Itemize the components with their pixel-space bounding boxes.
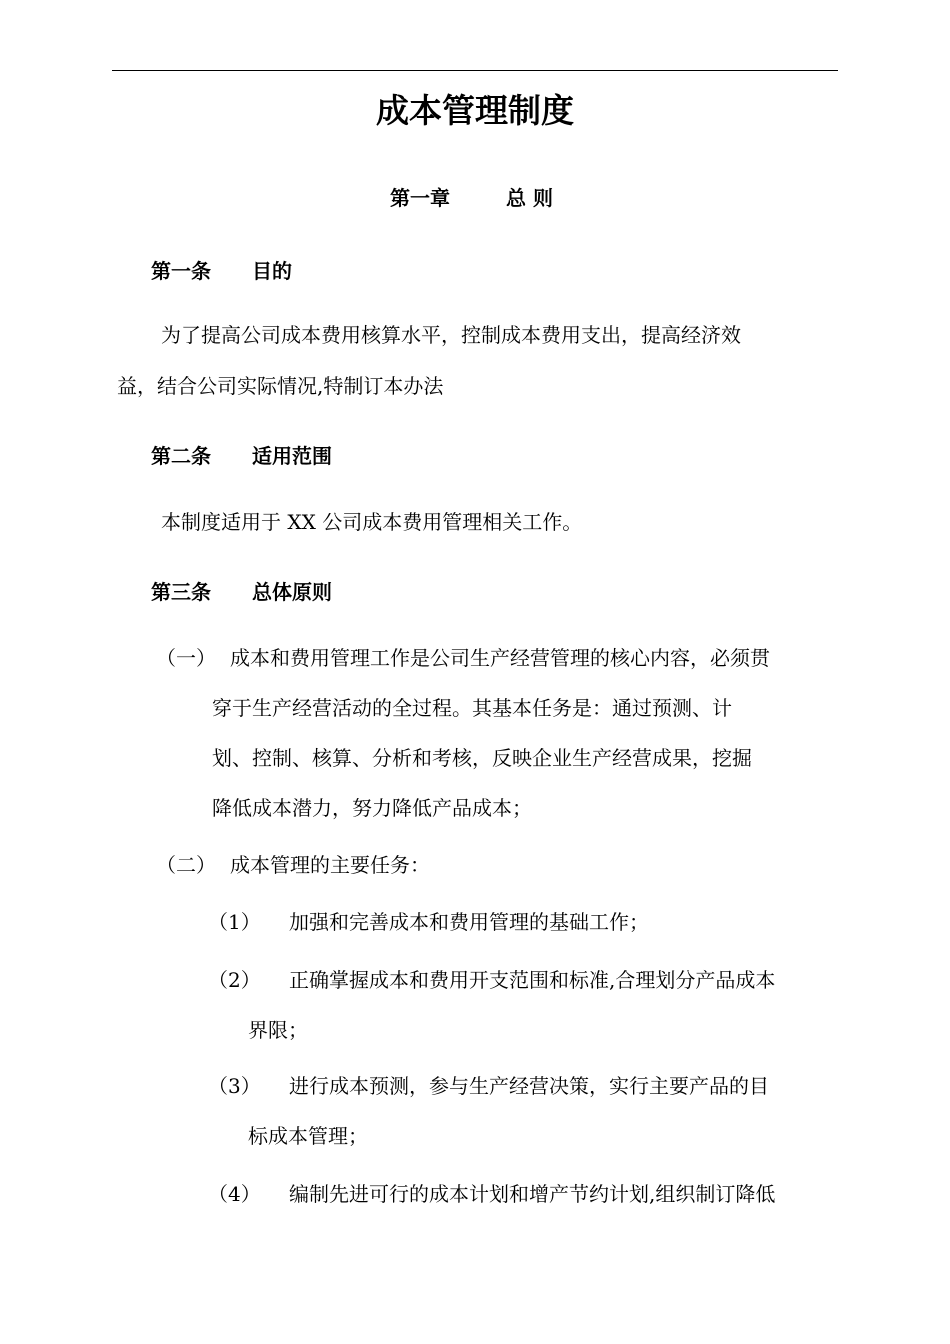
article-1-body-line-2: 益，结合公司实际情况,特制订本办法 <box>117 374 444 398</box>
article-2-body-line-1: 本制度适用于 XX 公司成本费用管理相关工作。 <box>161 510 583 534</box>
header-rule <box>112 70 838 71</box>
task-3-line-1: 进行成本预测，参与生产经营决策，实行主要产品的目 <box>289 1074 769 1098</box>
article-2-heading: 适用范围 <box>252 444 332 468</box>
article-1-body-line-1: 为了提高公司成本费用核算水平，控制成本费用支出，提高经济效 <box>161 323 741 347</box>
task-1-marker: （1） <box>208 910 261 934</box>
principle-1-line-1: 成本和费用管理工作是公司生产经营管理的核心内容，必须贯 <box>230 646 770 670</box>
task-2-line-1: 正确掌握成本和费用开支范围和标准,合理划分产品成本 <box>289 968 776 992</box>
principle-2-line-1: 成本管理的主要任务： <box>230 853 430 877</box>
task-4-marker: （4） <box>208 1182 261 1206</box>
principle-1-marker: （一） <box>156 646 216 670</box>
principle-1-line-2: 穿于生产经营活动的全过程。其基本任务是：通过预测、计 <box>212 696 732 720</box>
task-2-line-2: 界限； <box>248 1018 308 1042</box>
article-1-heading: 目的 <box>252 259 292 283</box>
article-2-number: 第二条 <box>151 444 211 468</box>
principle-1-line-3: 划、控制、核算、分析和考核，反映企业生产经营成果，挖掘 <box>212 746 752 770</box>
principle-2-marker: （二） <box>156 853 216 877</box>
task-1-line-1: 加强和完善成本和费用管理的基础工作； <box>289 910 649 934</box>
task-2-marker: （2） <box>208 968 261 992</box>
task-3-line-2: 标成本管理； <box>248 1124 368 1148</box>
document-title: 成本管理制度 <box>376 91 574 130</box>
task-3-marker: （3） <box>208 1074 261 1098</box>
task-4-line-1: 编制先进可行的成本计划和增产节约计划,组织制订降低 <box>289 1182 776 1206</box>
article-3-heading: 总体原则 <box>252 580 332 604</box>
chapter-name: 总 则 <box>506 186 553 210</box>
article-3-number: 第三条 <box>151 580 211 604</box>
chapter-number: 第一章 <box>390 186 450 210</box>
principle-1-line-4: 降低成本潜力，努力降低产品成本； <box>212 796 532 820</box>
article-1-number: 第一条 <box>151 259 211 283</box>
